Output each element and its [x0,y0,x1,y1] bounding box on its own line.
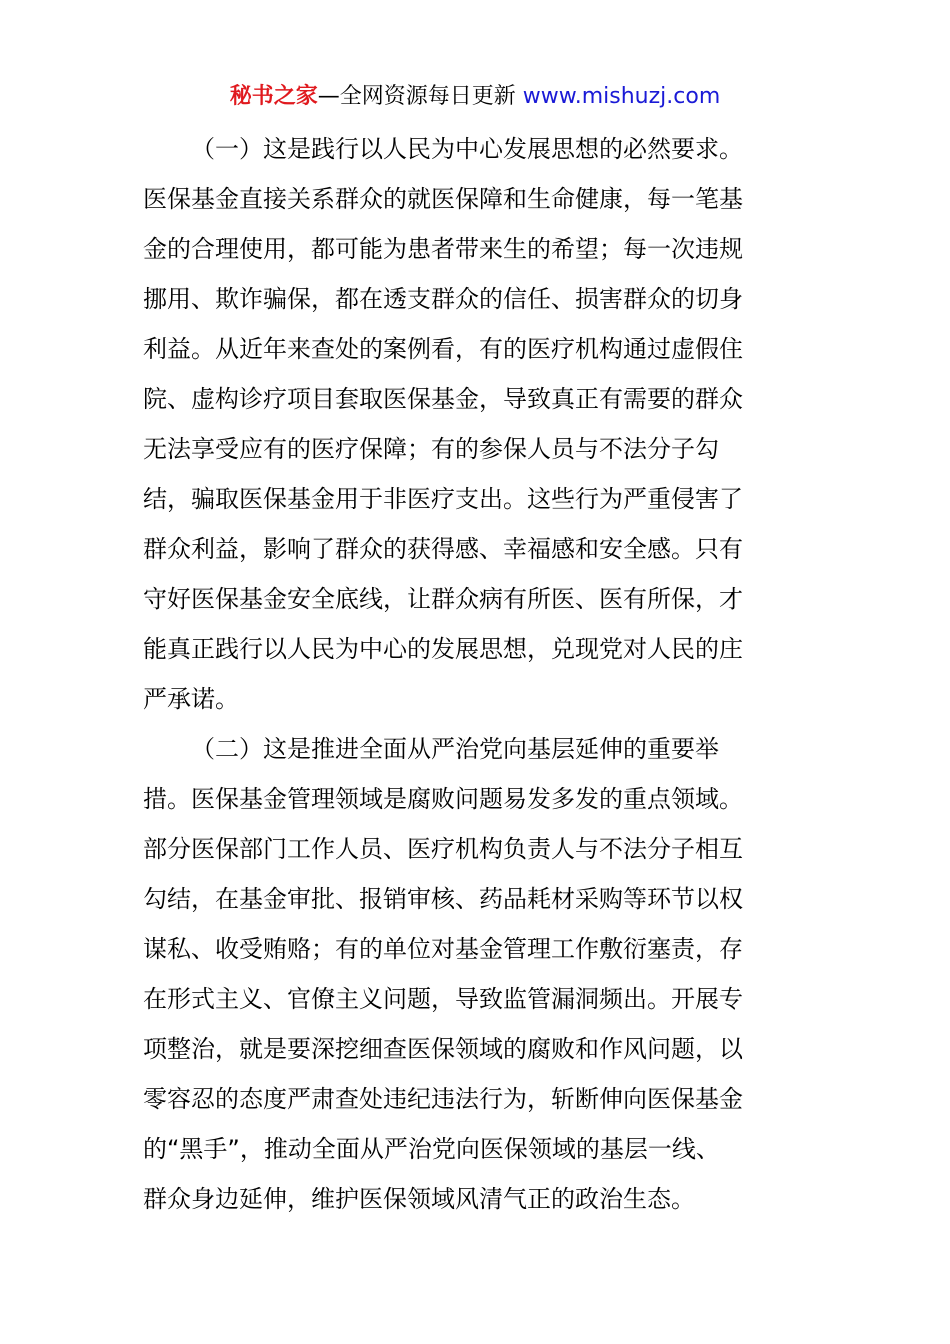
text-line: 院、虚构诊疗项目套取医保基金，导致真正有需要的群众 [143,385,743,413]
text-line: 严承诺。 [143,685,239,713]
text-line: 谋私、收受贿赂；有的单位对基金管理工作敷衍塞责，存 [143,935,743,963]
site-url-link[interactable]: www.mishuzj.com [522,84,721,109]
text-line: 措。医保基金管理领域是腐败问题易发多发的重点领域。 [143,785,743,813]
text-line: 部分医保部门工作人员、医疗机构负责人与不法分子相互 [143,835,743,863]
text-line: 的“黑手”，推动全面从严治党向医保领域的基层一线、 [143,1135,720,1163]
text-line: 金的合理使用，都可能为患者带来生的希望；每一次违规 [143,235,743,263]
text-line: 结，骗取医保基金用于非医疗支出。这些行为严重侵害了 [143,485,743,513]
text-line: 群众身边延伸，维护医保领域风清气正的政治生态。 [143,1185,695,1213]
paragraph-2 [143,724,807,1224]
text-line: 零容忍的态度严肃查处违纪违法行为，斩断伸向医保基金 [143,1085,743,1113]
text-line: 守好医保基金安全底线，让群众病有所医、医有所保，才 [143,585,743,613]
site-header [0,82,950,112]
paragraph-1 [143,124,807,724]
text-line: 勾结，在基金审批、报销审核、药品耗材采购等环节以权 [143,885,743,913]
text-line: 医保基金直接关系群众的就医保障和生命健康，每一笔基 [143,185,743,213]
document-body [143,124,807,1224]
text-line: 无法享受应有的医疗保障；有的参保人员与不法分子勾 [143,435,719,463]
text-line: 挪用、欺诈骗保，都在透支群众的信任、损害群众的切身 [143,285,743,313]
site-tagline: —全网资源每日更新 [317,84,523,109]
text-line: （一）这是践行以人民为中心发展思想的必然要求。 [191,135,743,163]
text-line: 利益。从近年来查处的案例看，有的医疗机构通过虚假住 [143,335,743,363]
text-line: 在形式主义、官僚主义问题，导致监管漏洞频出。开展专 [143,985,743,1013]
text-line: 群众利益，影响了群众的获得感、幸福感和安全感。只有 [143,535,743,563]
text-line: （二）这是推进全面从严治党向基层延伸的重要举 [191,735,719,763]
text-line: 能真正践行以人民为中心的发展思想，兑现党对人民的庄 [143,635,743,663]
text-line: 项整治，就是要深挖细查医保领域的腐败和作风问题，以 [143,1035,743,1063]
site-brand: 秘书之家 [229,84,318,109]
